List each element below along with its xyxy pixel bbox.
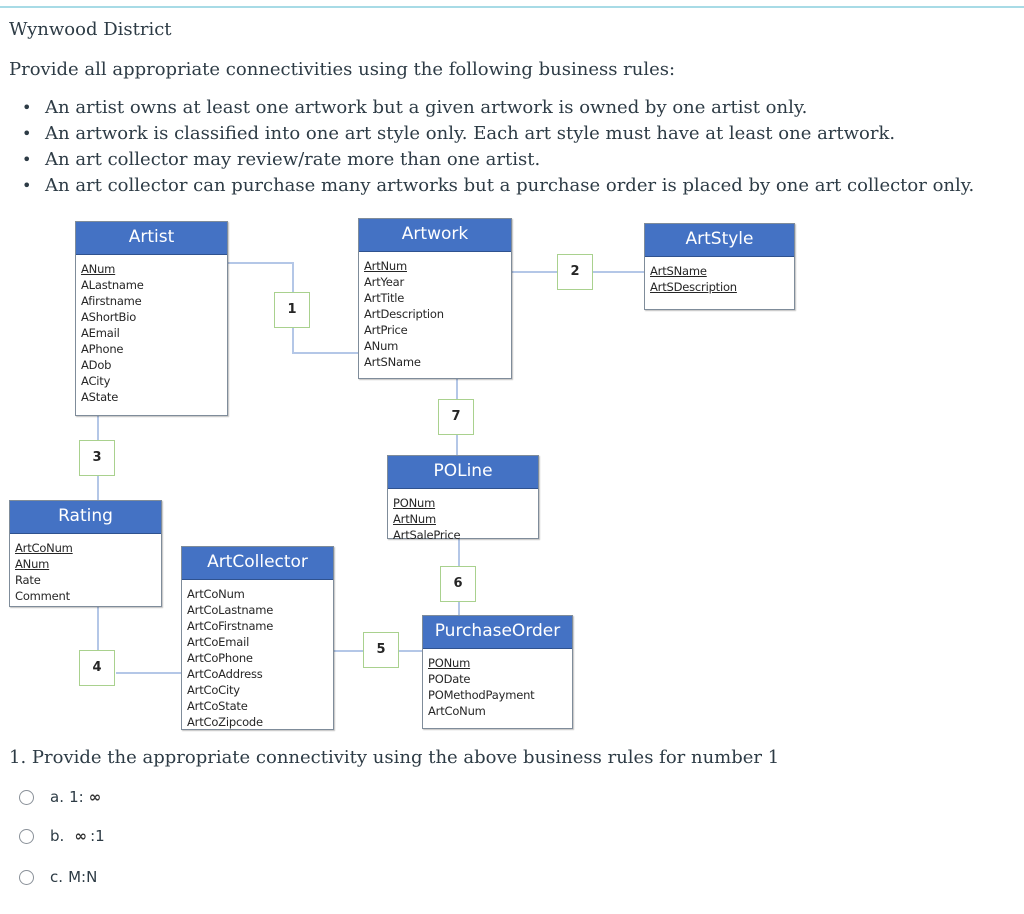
relationship-label-3: 3	[79, 440, 115, 476]
business-rule: • An artist owns at least one artwork but a given artwork is owned by one artist only.	[0, 95, 974, 121]
entity-header: PurchaseOrder	[423, 616, 572, 649]
bullet-icon: •	[22, 124, 32, 143]
connector-line	[116, 672, 182, 674]
entity-artstyle	[644, 223, 795, 310]
question-text: 1. Provide the appropriate connectivity using the above business rules for number 1	[9, 747, 780, 768]
entity-header: Rating	[10, 501, 161, 534]
entity-rating	[9, 500, 162, 607]
bullet-icon: •	[22, 98, 32, 117]
option-c[interactable]: c. M:N	[19, 866, 97, 888]
entity-header: POLine	[388, 456, 538, 489]
option-a[interactable]: a. 1: ∞	[19, 786, 99, 808]
radio-button[interactable]	[19, 829, 34, 844]
connector-line	[97, 605, 99, 655]
connector-line	[292, 352, 362, 354]
entity-attributes: ArtNum ArtYear ArtTitle ArtDescription ArtPrice ANum ArtSName	[364, 259, 444, 369]
entity-attributes: ArtSName ArtSDescription	[650, 264, 737, 294]
entity-artwork	[358, 218, 512, 379]
radio-button[interactable]	[19, 790, 34, 805]
entity-attributes: ArtCoNum ArtCoLastname ArtCoFirstname ArtCoEmail ArtCoPhone ArtCoAddress ArtCoCity ArtCoState ArtCoZipcode	[187, 587, 274, 729]
relationship-label-5: 5	[363, 632, 399, 668]
entity-header: ArtStyle	[645, 224, 794, 257]
entity-artcollector	[181, 546, 334, 730]
relationship-label-6: 6	[440, 566, 476, 602]
entity-attributes: ANum ALastname Afirstname AShortBio AEmail APhone ADob ACity AState	[81, 262, 144, 404]
relationship-label-7: 7	[438, 399, 474, 435]
infinity-icon: ∞	[88, 788, 100, 806]
bullet-icon: •	[22, 150, 32, 169]
entity-purchaseorder	[422, 615, 573, 729]
relationship-label-2: 2	[557, 254, 593, 290]
relationship-label-1: 1	[274, 292, 310, 328]
entity-attributes: PONum PODate POMethodPayment ArtCoNum	[428, 656, 535, 718]
relationship-label-4: 4	[79, 650, 115, 686]
entity-header: Artwork	[359, 219, 511, 252]
business-rules-list	[0, 95, 974, 199]
bullet-icon: •	[22, 176, 32, 195]
business-rule: • An art collector can purchase many artworks but a purchase order is placed by one art collector only.	[0, 173, 974, 199]
page-title: Wynwood District	[9, 19, 172, 40]
connector-line	[226, 262, 293, 264]
business-rule: • An art collector may review/rate more than one artist.	[0, 147, 974, 173]
radio-button[interactable]	[19, 870, 34, 885]
entity-poline	[387, 455, 539, 542]
infinity-icon: ∞	[74, 827, 85, 845]
entity-header: Artist	[76, 222, 227, 255]
top-divider	[0, 6, 1024, 8]
entity-attributes: ArtCoNum ANum Rate Comment	[15, 541, 73, 603]
instructions: Provide all appropriate connectivities using the following business rules:	[9, 59, 676, 80]
business-rule: • An artwork is classified into one art style only. Each art style must have at least one artwork.	[0, 121, 974, 147]
entity-header: ArtCollector	[182, 547, 333, 580]
option-b[interactable]: b. ∞ :1	[19, 825, 105, 847]
entity-attributes: PONum ArtNum ArtSalePrice	[393, 496, 461, 542]
entity-artist	[75, 221, 228, 416]
erd-diagram	[0, 215, 1024, 735]
